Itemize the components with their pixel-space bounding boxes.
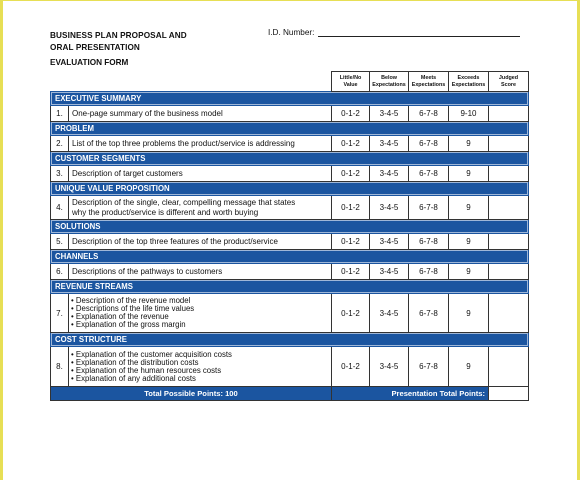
score-little-no-value[interactable]: 0-1-2	[332, 347, 370, 387]
score-meets-expectations[interactable]: 6-7-8	[409, 196, 449, 220]
criteria-description-line: • Explanation of the human resources costs	[71, 365, 222, 375]
score-meets-expectations[interactable]: 6-7-8	[409, 136, 449, 152]
presentation-total-points-label: Presentation Total Points:	[332, 387, 489, 401]
section-header-row	[51, 280, 529, 294]
judged-score-cell[interactable]	[489, 294, 529, 333]
criteria-row	[51, 264, 529, 280]
criteria-description-line: why the product/service is different and worth buying	[72, 207, 259, 217]
score-exceeds-expectations[interactable]: 9	[449, 136, 489, 152]
criteria-description-line: Descriptions of the pathways to customers	[72, 266, 223, 276]
score-meets-expectations[interactable]: 6-7-8	[409, 234, 449, 250]
criteria-description	[69, 264, 332, 280]
score-below-expectations[interactable]: 3-4-5	[370, 234, 409, 250]
section-title: UNIQUE VALUE PROPOSITION	[51, 182, 529, 196]
section-title: SOLUTIONS	[51, 220, 529, 234]
criteria-description	[69, 166, 332, 182]
score-meets-expectations[interactable]: 6-7-8	[409, 106, 449, 122]
judged-score-cell[interactable]	[489, 136, 529, 152]
section-header-row	[51, 250, 529, 264]
score-little-no-value[interactable]: 0-1-2	[332, 136, 370, 152]
column-header-exceeds-expectations: Exceeds Expectations	[449, 72, 489, 92]
score-little-no-value[interactable]: 0-1-2	[332, 264, 370, 280]
total-possible-points: Total Possible Points: 100	[51, 387, 332, 401]
id-number-field[interactable]	[268, 27, 520, 37]
criteria-description	[69, 196, 332, 220]
judged-score-cell[interactable]	[489, 196, 529, 220]
score-below-expectations[interactable]: 3-4-5	[370, 294, 409, 333]
totals-row	[51, 387, 529, 401]
score-exceeds-expectations[interactable]: 9-10	[449, 106, 489, 122]
criteria-number: 4.	[51, 196, 69, 220]
score-exceeds-expectations[interactable]: 9	[449, 166, 489, 182]
form-title-line-2: ORAL PRESENTATION	[50, 43, 140, 52]
score-below-expectations[interactable]: 3-4-5	[370, 264, 409, 280]
section-title: COST STRUCTURE	[51, 333, 529, 347]
section-title: CUSTOMER SEGMENTS	[51, 152, 529, 166]
criteria-description-line: • Explanation of any additional costs	[71, 373, 196, 383]
criteria-row	[51, 234, 529, 250]
score-little-no-value[interactable]: 0-1-2	[332, 166, 370, 182]
score-meets-expectations[interactable]: 6-7-8	[409, 347, 449, 387]
evaluation-table	[50, 71, 529, 401]
section-header-row	[51, 92, 529, 106]
column-header-blank	[51, 72, 332, 92]
criteria-description	[69, 106, 332, 122]
judged-score-cell[interactable]	[489, 347, 529, 387]
form-title-line-1: BUSINESS PLAN PROPOSAL AND	[50, 31, 187, 40]
criteria-number: 5.	[51, 234, 69, 250]
column-header-meets-expectations: Meets Expectations	[409, 72, 449, 92]
criteria-number: 2.	[51, 136, 69, 152]
judged-score-cell[interactable]	[489, 106, 529, 122]
section-title: CHANNELS	[51, 250, 529, 264]
criteria-description-line: List of the top three problems the product/service is addressing	[72, 138, 295, 148]
score-little-no-value[interactable]: 0-1-2	[332, 196, 370, 220]
criteria-row	[51, 196, 529, 220]
criteria-row	[51, 136, 529, 152]
criteria-description-line: One-page summary of the business model	[72, 108, 223, 118]
criteria-row	[51, 166, 529, 182]
score-exceeds-expectations[interactable]: 9	[449, 294, 489, 333]
criteria-row	[51, 294, 529, 333]
section-title: PROBLEM	[51, 122, 529, 136]
judged-score-cell[interactable]	[489, 234, 529, 250]
form-title	[50, 30, 187, 54]
criteria-number: 3.	[51, 166, 69, 182]
criteria-description-line: Description of target customers	[72, 168, 183, 178]
section-header-row	[51, 182, 529, 196]
id-number-label: I.D. Number:	[268, 28, 315, 37]
section-header-row	[51, 122, 529, 136]
column-header-little-no-value: Little/No Value	[332, 72, 370, 92]
column-header-row	[51, 72, 529, 92]
score-meets-expectations[interactable]: 6-7-8	[409, 264, 449, 280]
criteria-description-line: • Explanation of the gross margin	[71, 320, 186, 329]
score-exceeds-expectations[interactable]: 9	[449, 234, 489, 250]
score-below-expectations[interactable]: 3-4-5	[370, 196, 409, 220]
judged-score-cell[interactable]	[489, 264, 529, 280]
criteria-description-line: Description of the top three features of the product/service	[72, 236, 278, 246]
criteria-number: 6.	[51, 264, 69, 280]
score-little-no-value[interactable]: 0-1-2	[332, 294, 370, 333]
criteria-row	[51, 347, 529, 387]
criteria-description-line: Description of the single, clear, compelling message that states	[72, 197, 296, 207]
presentation-total-score-cell[interactable]	[489, 387, 529, 401]
criteria-description-line: • Explanation of the customer acquisition costs	[71, 349, 232, 359]
criteria-description	[69, 294, 332, 333]
section-title: REVENUE STREAMS	[51, 280, 529, 294]
section-header-row	[51, 152, 529, 166]
section-header-row	[51, 220, 529, 234]
score-below-expectations[interactable]: 3-4-5	[370, 106, 409, 122]
score-exceeds-expectations[interactable]: 9	[449, 196, 489, 220]
score-little-no-value[interactable]: 0-1-2	[332, 106, 370, 122]
form-subtitle: EVALUATION FORM	[50, 58, 129, 67]
criteria-description	[69, 234, 332, 250]
section-header-row	[51, 333, 529, 347]
score-below-expectations[interactable]: 3-4-5	[370, 166, 409, 182]
criteria-description-line: • Explanation of the revenue	[71, 312, 169, 321]
column-header-judged-score: Judged Score	[489, 72, 529, 92]
criteria-description	[69, 347, 332, 387]
section-title: EXECUTIVE SUMMARY	[51, 92, 529, 106]
score-meets-expectations[interactable]: 6-7-8	[409, 166, 449, 182]
criteria-description-line: • Descriptions of the life time values	[71, 304, 195, 313]
criteria-row	[51, 106, 529, 122]
criteria-number: 7.	[51, 294, 69, 333]
score-meets-expectations[interactable]: 6-7-8	[409, 294, 449, 333]
score-below-expectations[interactable]: 3-4-5	[370, 347, 409, 387]
criteria-description	[69, 136, 332, 152]
score-little-no-value[interactable]: 0-1-2	[332, 234, 370, 250]
criteria-number: 1.	[51, 106, 69, 122]
id-number-line[interactable]	[318, 27, 520, 37]
criteria-description-line: • Description of the revenue model	[71, 296, 191, 305]
column-header-below-expectations: Below Expectations	[370, 72, 409, 92]
score-exceeds-expectations[interactable]: 9	[449, 347, 489, 387]
criteria-description-line: • Explanation of the distribution costs	[71, 357, 199, 367]
score-below-expectations[interactable]: 3-4-5	[370, 136, 409, 152]
judged-score-cell[interactable]	[489, 166, 529, 182]
score-exceeds-expectations[interactable]: 9	[449, 264, 489, 280]
criteria-number: 8.	[51, 347, 69, 387]
